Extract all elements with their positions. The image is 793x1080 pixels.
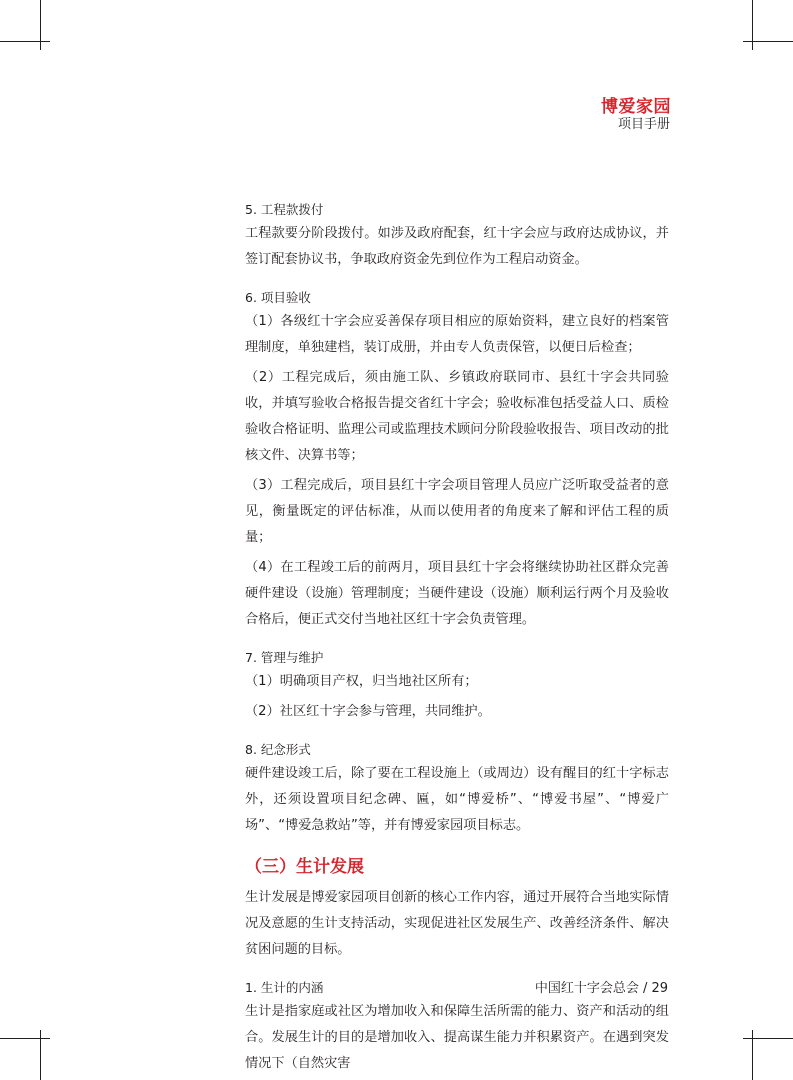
paragraph: 生计是指家庭或社区为增加收入和保障生活所需的能力、资产和活动的组合。发展生计的目的是增加收入、提高谋生能力并积累资产。在遇到突发情况下（自然灾害: [245, 1004, 669, 1071]
crop-mark: [0, 1038, 50, 1039]
paragraph: （4）在工程竣工后的前两月，项目县红十字会将继续协助社区群众完善硬件建设（设施）管理制度；当硬件建设（设施）顺利运行两个月及验收合格后，便正式交付当地社区红十字会负责管理。: [245, 560, 669, 627]
paragraph: （2）社区红十字会参与管理，共同维护。: [245, 704, 491, 719]
paragraph: 工程款要分阶段拨付。如涉及政府配套，红十字会应与政府达成协议，并签订配套协议书，争取政府资金先到位作为工程启动资金。: [245, 226, 669, 267]
part-heading: （三）生计发展: [245, 857, 364, 877]
section-heading: 6. 项目验收: [245, 290, 311, 305]
crop-mark: [743, 1038, 793, 1039]
crop-mark: [743, 41, 793, 42]
crop-mark: [752, 0, 753, 50]
section-heading: 8. 纪念形式: [245, 742, 311, 757]
page-content: [245, 199, 669, 1077]
crop-mark: [0, 41, 50, 42]
header-subtitle: 项目手册: [617, 117, 670, 132]
header-title: 博爱家园: [601, 97, 671, 117]
paragraph: 硬件建设竣工后，除了要在工程设施上（或周边）设有醒目的红十字标志外，还须设置项目纪念碑、匾，如“博爱桥”、“博爱书屋”、“博爱广场”、“博爱急救站”等，并有博爱家园项目标志。: [245, 766, 669, 833]
section-heading: 1. 生计的内涵: [245, 980, 324, 995]
page-footer: 中国红十字会总会 / 29: [534, 981, 668, 996]
paragraph: 生计发展是博爱家园项目创新的核心工作内容，通过开展符合当地实际情况及意愿的生计支持活动，实现促进社区发展生产、改善经济条件、解决贫困问题的目标。: [245, 890, 669, 957]
crop-mark: [40, 0, 41, 50]
paragraph: （3）工程完成后，项目县红十字会项目管理人员应广泛听取受益者的意见，衡量既定的评估标准，从而以使用者的角度来了解和评估工程的质量；: [245, 478, 669, 545]
paragraph: （1）明确项目产权，归当地社区所有；: [245, 674, 478, 689]
section-heading: 7. 管理与维护: [245, 650, 324, 665]
section-heading: 5. 工程款拨付: [245, 202, 324, 217]
paragraph: （1）各级红十字会应妥善保存项目相应的原始资料，建立良好的档案管理制度，单独建档，装订成册，并由专人负责保管，以便日后检查；: [245, 314, 669, 355]
paragraph: （2）工程完成后，须由施工队、乡镇政府联同市、县红十字会共同验收，并填写验收合格报告提交省红十字会；验收标准包括受益人口、质检验收合格证明、监理公司或监理技术顾问分阶段验收报告、项目改动的批核文件、决算书等；: [245, 370, 669, 463]
